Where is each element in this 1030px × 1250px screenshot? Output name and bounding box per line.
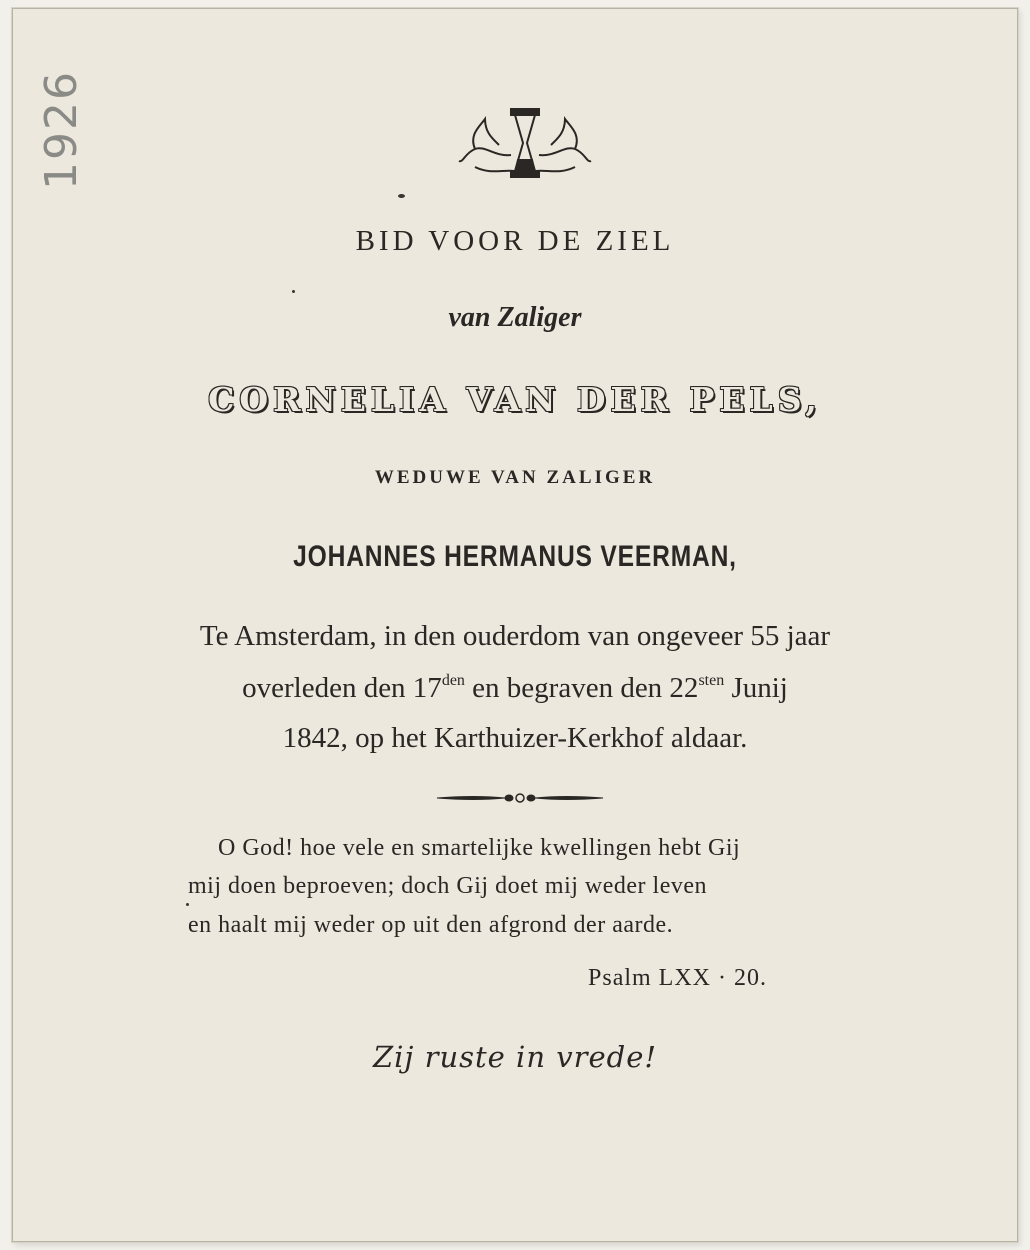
divider-ornament-icon <box>435 788 605 808</box>
verse-line-2: mij doen beproeven; doch Gij doet mij weder leven <box>188 873 708 899</box>
details-line-2 <box>0 672 1030 705</box>
spouse-name: JOHANNES HERMANUS VEERMAN, <box>293 540 737 573</box>
month-text: Junij <box>724 672 788 704</box>
burial-date-suffix: sten <box>698 672 725 689</box>
heading-of-the-late: van Zaliger <box>448 302 582 333</box>
ink-speck <box>398 194 405 198</box>
hourglass-ornament-icon <box>455 105 595 185</box>
deceased-name: CORNELIA VAN DER PELS, <box>208 380 822 419</box>
details-line-1: Te Amsterdam, in den ouderdom van ongeveer 55 jaar <box>199 620 831 652</box>
verse-line-1: O God! hoe vele en smartelijke kwellingen hebt Gij <box>218 835 741 861</box>
heading-pray-for-soul: BID VOOR DE ZIEL <box>355 225 675 257</box>
death-date-suffix: den <box>441 672 465 689</box>
handwritten-catalog-number: 1926 <box>36 70 87 190</box>
burial-date-text: en begraven den 22 <box>464 672 699 704</box>
details-line-3: 1842, op het Karthuizer-Kerkhof aldaar. <box>282 722 748 754</box>
verse-line-3: en haalt mij weder op uit den afgrond der aarde. <box>188 912 674 938</box>
death-date-text: overleden den 17 <box>242 672 442 704</box>
ink-speck <box>292 290 295 293</box>
closing-blessing: Zij ruste in vrede! <box>372 1040 658 1074</box>
ink-speck <box>186 903 189 906</box>
psalm-reference: Psalm LXX · 20. <box>588 965 767 991</box>
widow-of-label: WEDUWE VAN ZALIGER <box>374 467 656 488</box>
